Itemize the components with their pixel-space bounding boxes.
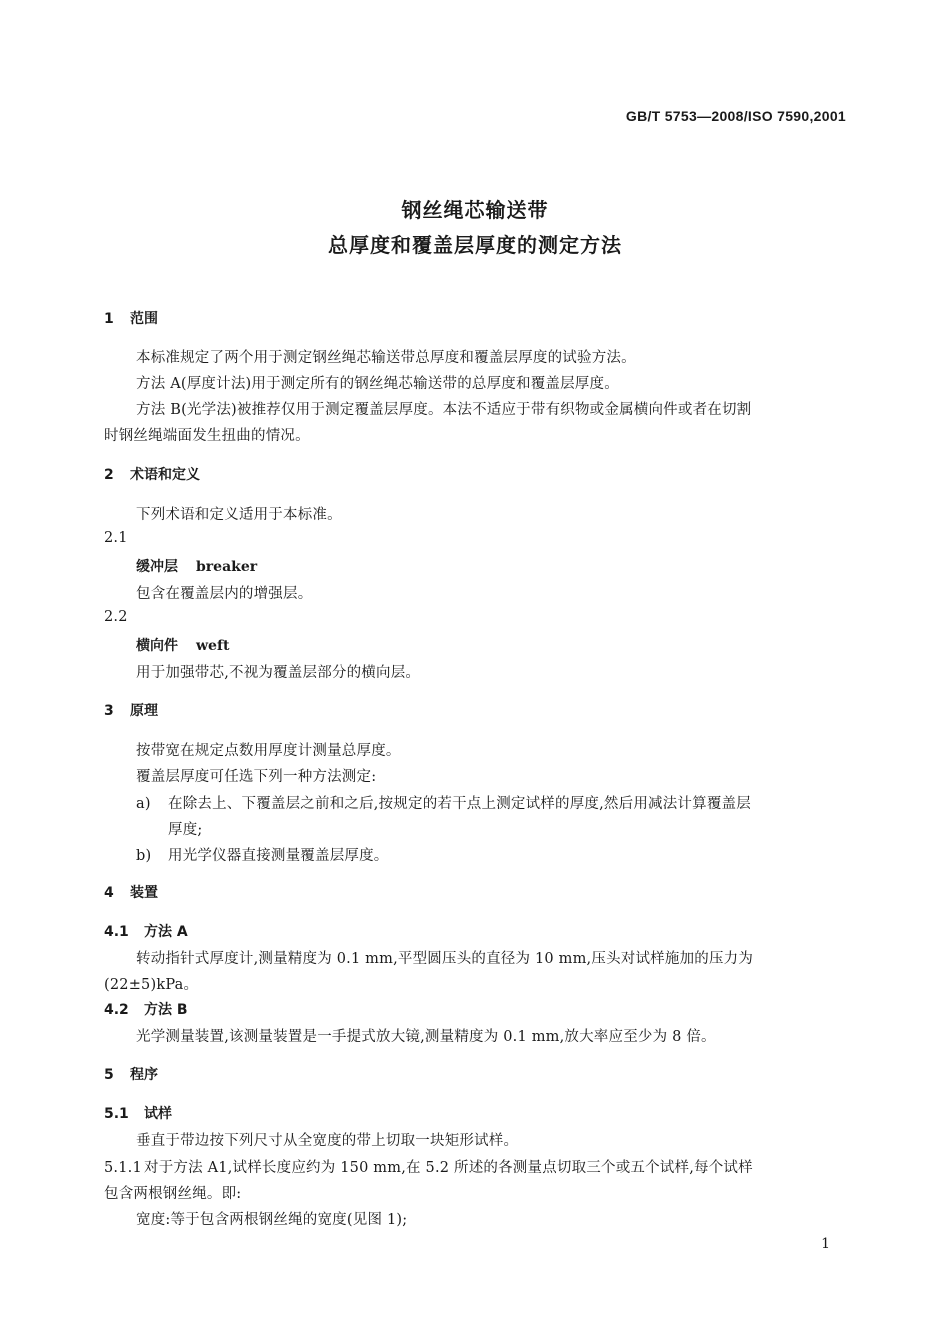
list-item-b xyxy=(136,844,389,865)
section-title: 程序 xyxy=(130,1067,158,1083)
section-number: 2 xyxy=(104,467,114,483)
clause-text: 对于方法 A1,试样长度应约为 150 mm,在 5.2 所述的各测量点切取三个或五个试样,每个试样 xyxy=(144,1160,753,1176)
term-definition: 包含在覆盖层内的增强层。 xyxy=(136,586,313,602)
list-item-continuation: 厚度; xyxy=(168,822,203,838)
section-title: 原理 xyxy=(130,703,158,719)
subsection-number: 4.1 xyxy=(104,924,129,940)
section-number: 1 xyxy=(104,311,114,327)
list-marker: b) xyxy=(136,848,152,864)
section-number: 5 xyxy=(104,1067,114,1083)
section-title: 装置 xyxy=(130,885,158,901)
term-number: 2.1 xyxy=(104,530,128,546)
paragraph: 本标准规定了两个用于测定钢丝绳芯输送带总厚度和覆盖层厚度的试验方法。 xyxy=(136,350,636,366)
standard-code: GB/T 5753—2008/ISO 7590,2001 xyxy=(625,108,846,124)
paragraph: 方法 B(光学法)被推荐仅用于测定覆盖层厚度。本法不适应于带有织物或金属横向件或者在切割 xyxy=(136,402,752,418)
section-title: 范围 xyxy=(130,311,158,327)
subsection-4-2-heading xyxy=(104,999,188,1019)
term-english: weft xyxy=(196,638,230,654)
document-title-line1: 钢丝绳芯输送带 xyxy=(401,198,549,222)
section-3-heading xyxy=(104,700,158,720)
paragraph: 转动指针式厚度计,测量精度为 0.1 mm,平型圆压头的直径为 10 mm,压头对试样施加的压力为 xyxy=(136,951,754,967)
clause-number: 5.1.1 xyxy=(104,1160,142,1176)
subsection-title: 方法 A xyxy=(144,924,188,940)
subsection-5-1-heading xyxy=(104,1103,172,1123)
subsection-number: 5.1 xyxy=(104,1106,129,1122)
section-number: 4 xyxy=(104,885,114,901)
paragraph: 垂直于带边按下列尺寸从全宽度的带上切取一块矩形试样。 xyxy=(136,1133,519,1149)
section-title: 术语和定义 xyxy=(130,467,200,483)
paragraph: 按带宽在规定点数用厚度计测量总厚度。 xyxy=(136,743,401,759)
list-item-a xyxy=(136,792,751,813)
paragraph: 宽度:等于包含两根钢丝绳的宽度(见图 1); xyxy=(136,1212,408,1228)
list-marker: a) xyxy=(136,796,151,812)
list-text: 用光学仪器直接测量覆盖层厚度。 xyxy=(168,848,389,864)
subsection-number: 4.2 xyxy=(104,1002,129,1018)
section-2-heading xyxy=(104,464,200,484)
subsection-title: 试样 xyxy=(144,1106,172,1122)
term-entry xyxy=(136,556,257,576)
term-number: 2.2 xyxy=(104,609,128,625)
paragraph: 方法 A(厚度计法)用于测定所有的钢丝绳芯输送带的总厚度和覆盖层厚度。 xyxy=(136,376,619,392)
term-chinese: 缓冲层 xyxy=(136,559,178,575)
paragraph: 光学测量装置,该测量装置是一手提式放大镜,测量精度为 0.1 mm,放大率应至少为 8 倍。 xyxy=(136,1029,716,1045)
paragraph-continuation: (22±5)kPa。 xyxy=(104,977,199,993)
page-number: 1 xyxy=(821,1236,830,1252)
section-1-heading xyxy=(104,308,158,328)
subsection-4-1-heading xyxy=(104,921,188,941)
paragraph: 下列术语和定义适用于本标准。 xyxy=(136,507,342,523)
paragraph-continuation: 时钢丝绳端面发生扭曲的情况。 xyxy=(104,428,310,444)
section-5-heading xyxy=(104,1064,158,1084)
list-text: 在除去上、下覆盖层之前和之后,按规定的若干点上测定试样的厚度,然后用减法计算覆盖层 xyxy=(168,796,751,812)
section-4-heading xyxy=(104,882,158,902)
paragraph: 覆盖层厚度可任选下列一种方法测定: xyxy=(136,769,377,785)
paragraph-continuation: 包含两根钢丝绳。即: xyxy=(104,1186,242,1202)
term-entry xyxy=(136,635,229,655)
document-title-line2: 总厚度和覆盖层厚度的测定方法 xyxy=(328,233,622,257)
term-english: breaker xyxy=(196,559,258,575)
section-number: 3 xyxy=(104,703,114,719)
clause-5-1-1 xyxy=(104,1156,753,1177)
term-chinese: 横向件 xyxy=(136,638,178,654)
term-definition: 用于加强带芯,不视为覆盖层部分的横向层。 xyxy=(136,665,421,681)
subsection-title: 方法 B xyxy=(144,1002,188,1018)
